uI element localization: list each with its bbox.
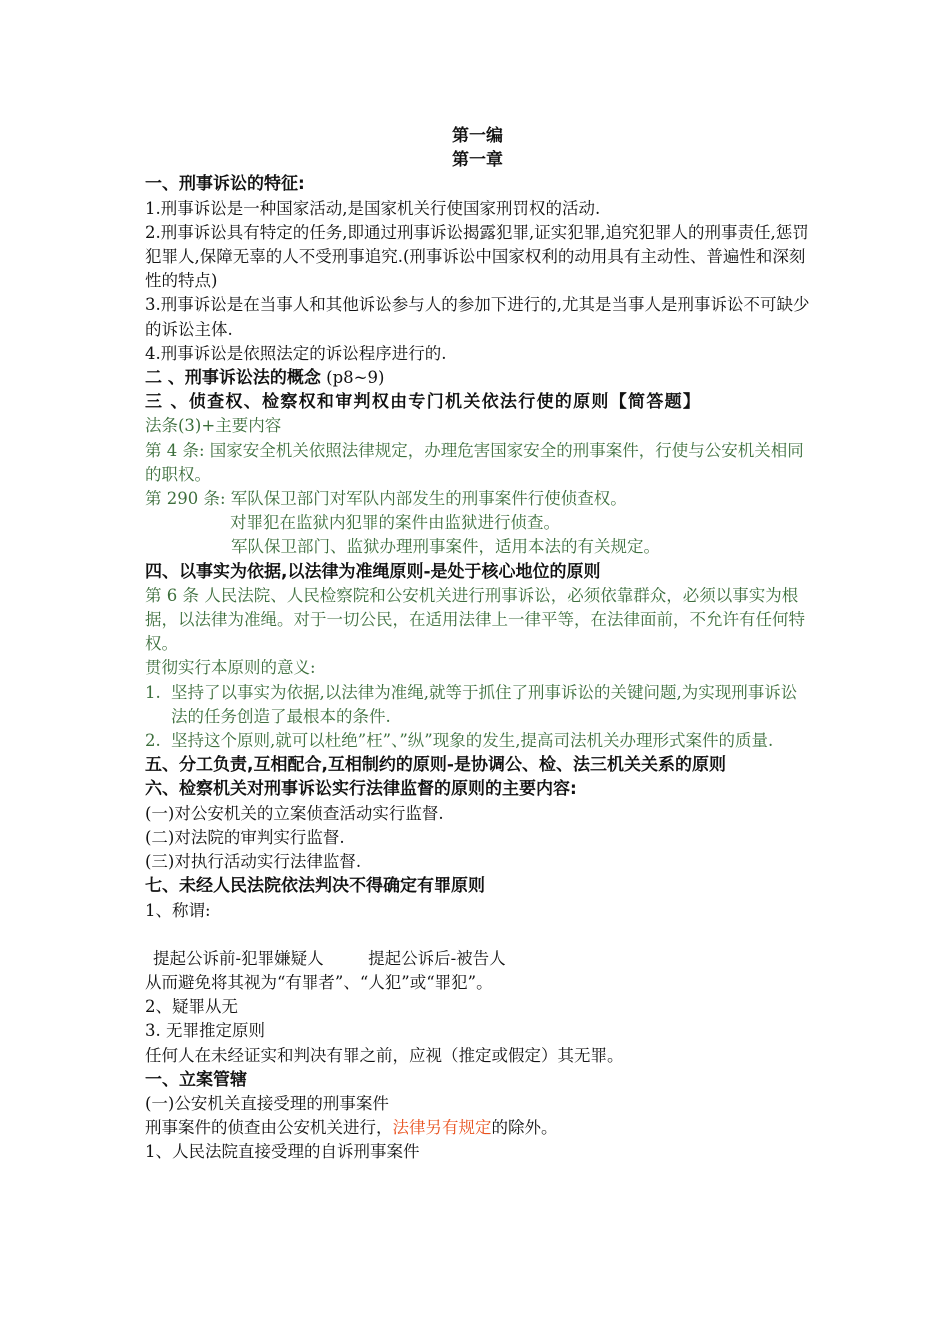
paragraph: (一)对公安机关的立案侦查活动实行监督. xyxy=(145,803,444,823)
text-segment: 的除外。 xyxy=(491,1118,558,1138)
list-number: 1. xyxy=(145,682,161,702)
list-item xyxy=(145,681,810,729)
paragraph: 任何人在未经证实和判决有罪之前，应视（推定或假定）其无罪。 xyxy=(145,1045,624,1065)
section-heading-5: 五、分工负责,互相配合,互相制约的原则-是协调公、检、法三机关关系的原则 xyxy=(145,755,726,776)
term-before-prosecution: 提起公诉前-犯罪嫌疑人 xyxy=(153,948,324,968)
paragraph: 3. 无罪推定原则 xyxy=(145,1021,265,1041)
paragraph: (二)对法院的审判实行监督. xyxy=(145,827,345,847)
statute-article-continued: 军队保卫部门、监狱办理刑事案件，适用本法的有关规定。 xyxy=(231,537,660,557)
statute-article-continued: 对罪犯在监狱内犯罪的案件由监狱进行侦查。 xyxy=(230,513,560,533)
document-page xyxy=(145,124,810,1165)
paragraph: (三)对执行活动实行法律监督. xyxy=(145,852,362,872)
paragraph: 2.刑事诉讼具有特定的任务,即通过刑事诉讼揭露犯罪,证实犯罪,追究犯罪人的刑事责任,惩罚犯罪人,保障无辜的人不受刑事追究.(刑事诉讼中国家权利的动用具有主动性、普遍性和深刻性的特点) xyxy=(145,222,809,291)
section-heading-4: 四、以事实为依据,以法律为准绳原则-是处于核心地位的原则 xyxy=(145,561,601,582)
paragraph: 从而避免将其视为“有罪者”、“人犯”或“罪犯”。 xyxy=(145,972,493,992)
page-reference: (p8~9) xyxy=(326,368,385,388)
chapter-title: 第一章 xyxy=(452,150,503,171)
paragraph: 法条(3)+主要内容 xyxy=(145,416,282,436)
list-text: 坚持了以事实为依据,以法律为准绳,就等于抓住了刑事诉讼的关键问题,为实现刑事诉讼法的任务创造了最根本的条件. xyxy=(171,682,798,726)
section-heading-8: 一、立案管辖 xyxy=(145,1069,247,1090)
paragraph-with-highlight xyxy=(145,1116,810,1140)
paragraph: 4.刑事诉讼是依照法定的诉讼程序进行的. xyxy=(145,343,447,363)
section-heading-2-title: 二 、刑事诉讼法的概念 xyxy=(145,368,321,389)
section-heading-3: 三 、侦查权、检察权和审判权由专门机关依法行使的原则【简答题】 xyxy=(145,392,702,413)
paragraph: 1、人民法院直接受理的自诉刑事案件 xyxy=(145,1142,420,1162)
highlighted-text: 法律另有规定 xyxy=(392,1118,492,1138)
spacer xyxy=(145,923,810,947)
list-item xyxy=(145,729,810,753)
list-number: 2. xyxy=(145,731,161,751)
part-title: 第一编 xyxy=(452,126,503,146)
paragraph: 1、称谓: xyxy=(145,900,211,920)
statute-article: 第 6 条 人民法院、人民检察院和公安机关进行刑事诉讼，必须依靠群众，必须以事实为根据，以法律为准绳。对于一切公民，在适用法律上一律平等，在法律面前，不允许有任何特权。 xyxy=(145,585,805,654)
terms-row xyxy=(145,947,810,971)
paragraph: (一)公安机关直接受理的刑事案件 xyxy=(145,1093,389,1113)
section-heading-6: 六、检察机关对刑事诉讼实行法律监督的原则的主要内容: xyxy=(145,779,577,800)
list-text: 坚持这个原则,就可以杜绝”枉”、”纵”现象的发生,提高司法机关办理形式案件的质量. xyxy=(171,731,774,751)
section-heading-7: 七、未经人民法院依法判决不得确定有罪原则 xyxy=(145,876,485,897)
paragraph: 1.刑事诉讼是一种国家活动,是国家机关行使国家刑罚权的活动. xyxy=(145,198,601,218)
statute-article: 第 290 条: 军队保卫部门对军队内部发生的刑事案件行使侦查权。 xyxy=(145,489,627,509)
statute-article: 第 4 条: 国家安全机关依照法律规定，办理危害国家安全的刑事案件，行使与公安机关相同的职权。 xyxy=(145,440,804,484)
text-segment: 刑事案件的侦查由公安机关进行， xyxy=(145,1118,393,1138)
paragraph: 2、疑罪从无 xyxy=(145,997,238,1017)
paragraph: 贯彻实行本原则的意义: xyxy=(145,658,316,678)
term-after-prosecution: 提起公诉后-被告人 xyxy=(368,948,506,968)
paragraph: 3.刑事诉讼是在当事人和其他诉讼参与人的参加下进行的,尤其是当事人是刑事诉讼不可缺少的诉讼主体. xyxy=(145,295,810,339)
section-heading-2 xyxy=(145,366,810,390)
section-heading-1: 一、刑事诉讼的特征: xyxy=(145,174,305,195)
